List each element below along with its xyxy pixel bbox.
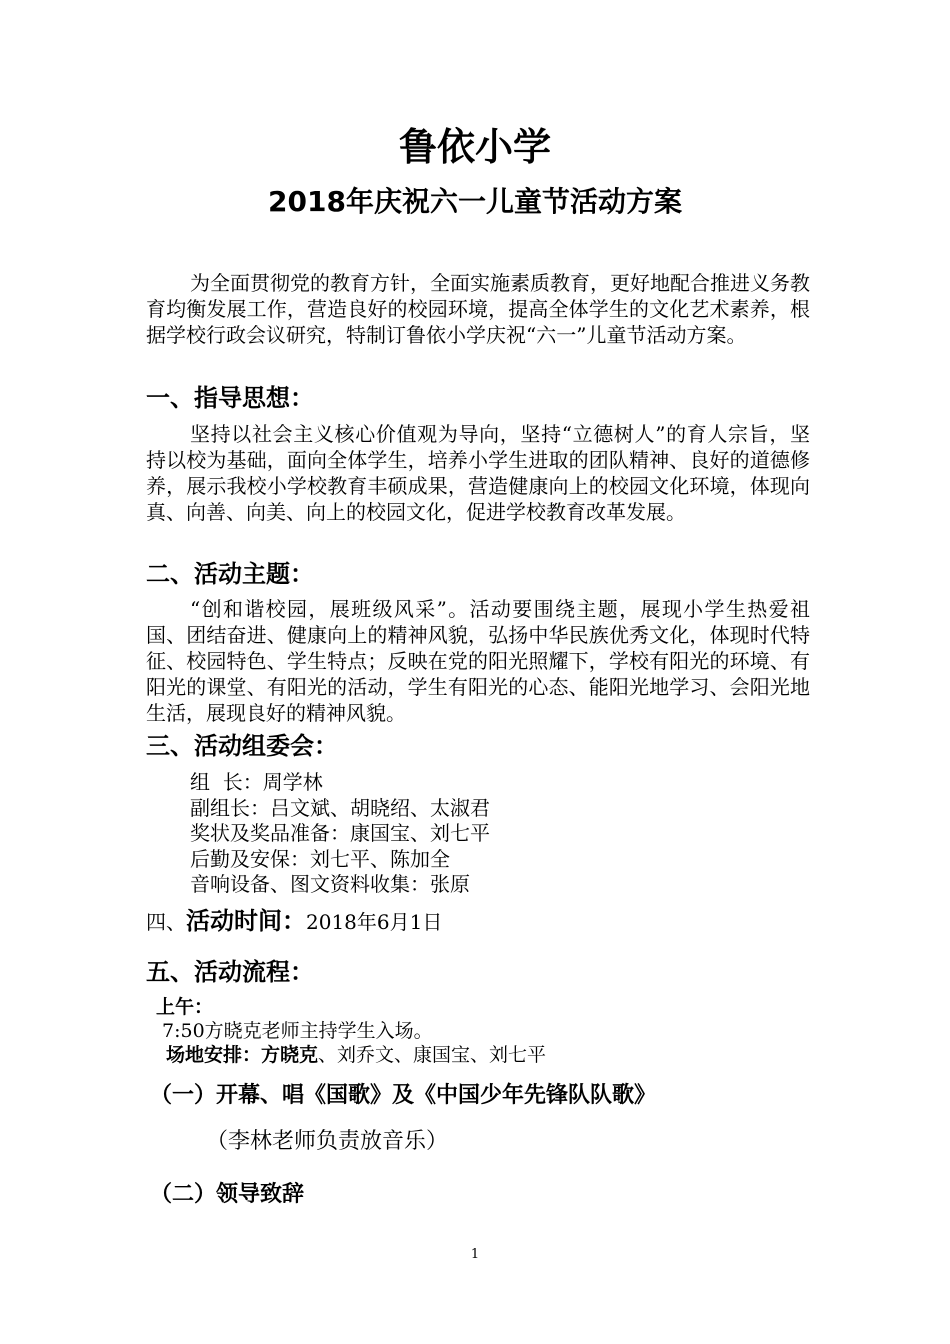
section4-line [146,904,442,939]
intro-paragraph: 为全面贯彻党的教育方针，全面实施素质教育，更好地配合推进义务教育均衡发展工作，营造良好的校园环境，提高全体学生的文化艺术素养，根据学校行政会议研究，特制订鲁依小学庆祝“六一”儿童节活动方案。 [146,271,810,347]
venue-names: 、刘乔文、康国宝、刘七平 [318,1044,547,1066]
item1-note: （李林老师负责放音乐） [206,1129,449,1154]
section1-paragraph: 坚持以社会主义核心价值观为导向，坚持“立德树人”的育人宗旨，坚持以校为基础，面向全体学生，培养小学生进取的团队精神、良好的道德修养，展示我校小学校教育丰硕成果，营造健康向上的校园文化环境，体现向真、向善、向美、向上的校园文化，促进学校教育改革发展。 [146,422,810,524]
morning-schedule [156,995,546,1067]
section5-heading: 五、活动流程： [146,958,314,986]
committee-member: 组 长：周学林 [190,770,323,794]
section1-heading: 一、指导思想： [146,384,314,412]
event-date: 2018年6月1日 [306,910,443,934]
section2-paragraph: “创和谐校园，展班级风采”。活动要围绕主题，展现小学生热爱祖国、团结奋进、健康向上的精神风貌，弘扬中华民族优秀文化，体现时代特征、校园特色、学生特点；反映在党的阳光照耀下，学校有阳光的环境、有阳光的课堂、有阳光的活动，学生有阳光的心态、能阳光地学习、会阳光地生活，展现良好的精神风貌。 [146,597,810,725]
section3-heading: 三、活动组委会： [146,732,338,760]
venue-label: 场地安排：方晓克 [166,1044,319,1066]
plan-title: 2018年庆祝六一儿童节活动方案 [268,185,682,218]
section4-heading: 活动时间： [186,907,306,935]
school-title: 鲁依小学 [398,125,551,169]
entry-line: 7:50方晓克老师主持学生入场。 [162,1020,433,1042]
section4-prefix: 四、 [146,910,186,934]
item2-heading: （二）领导致辞 [150,1182,305,1207]
committee-list [190,770,490,898]
committee-member: 后勤及安保：刘七平、陈加全 [190,846,450,871]
page-number: 1 [470,1247,480,1262]
item1-heading: （一）开幕、唱《国歌》及《中国少年先锋队队歌》 [150,1083,657,1108]
venue-line [156,1043,546,1067]
committee-member: 音响设备、图文资料收集：张原 [190,872,470,896]
committee-member: 副组长：吕文斌、胡晓绍、太淑君 [190,795,490,820]
morning-label: 上午： [156,996,214,1018]
section2-heading: 二、活动主题： [146,560,314,588]
committee-member: 奖状及奖品准备：康国宝、刘七平 [190,821,490,845]
